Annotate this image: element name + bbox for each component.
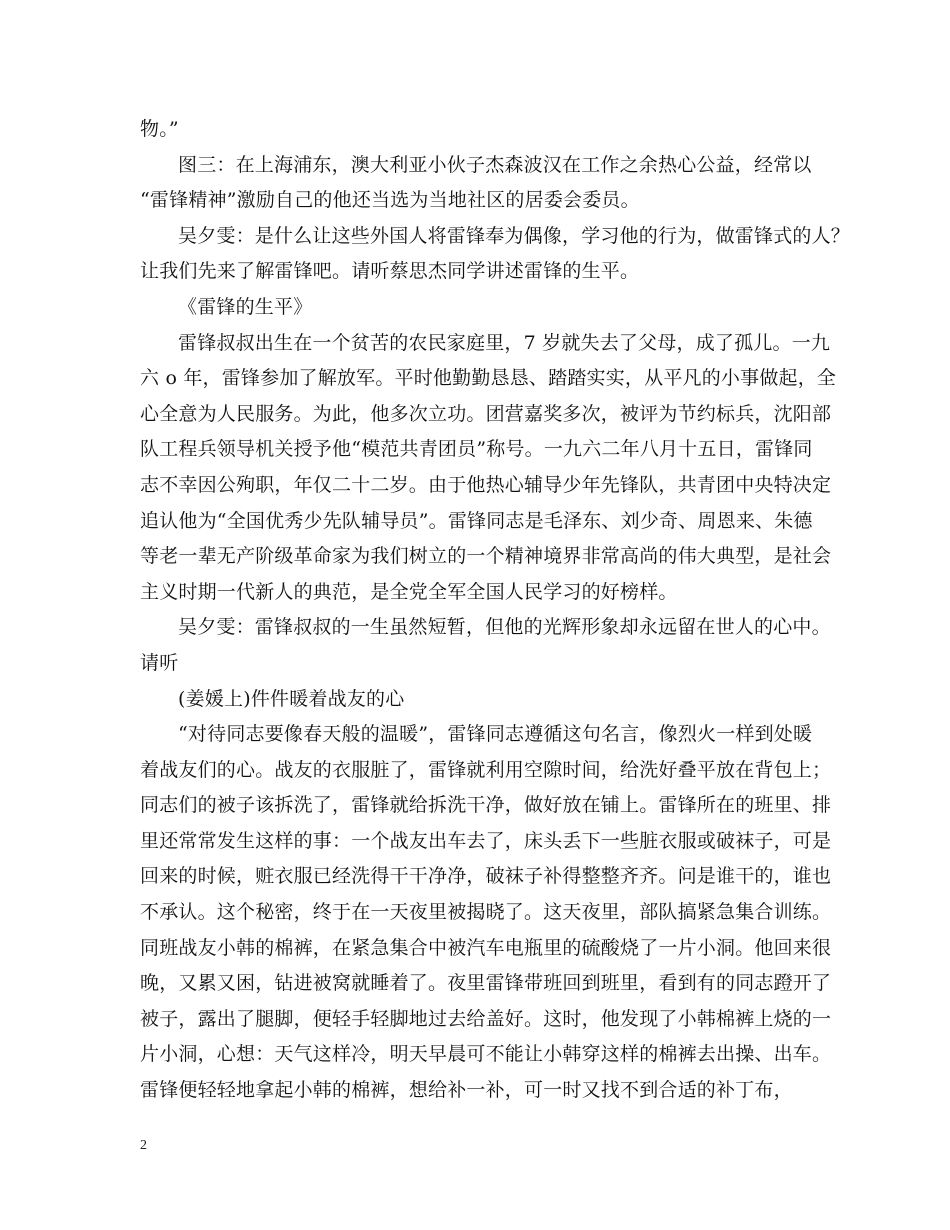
text-line: 不承认。这个秘密，终于在一天夜里被揭晓了。这天夜里，部队搞紧急集合训练。: [140, 901, 832, 924]
text-line: 片小洞，心想：天气这样冷，明天早晨可不能让小韩穿这样的棉裤去出操、出车。: [140, 1043, 832, 1066]
text-line: 主义时期一代新人的典范，是全党全军全国人民学习的好榜样。: [140, 580, 678, 603]
text-line: 同班战友小韩的棉裤，在紧急集合中被汽车电瓶里的硫酸烧了一片小洞。他回来很: [140, 936, 832, 959]
text-line: 图三：在上海浦东，澳大利亚小伙子杰森波汉在工作之余热心公益，经常以: [178, 153, 812, 176]
text-line: 《雷锋的生平》: [178, 295, 313, 318]
text-line: 回来的时候，赃衣服已经洗得干干净净，破袜子补得整整齐齐。问是谁干的，谁也: [140, 865, 832, 888]
text-line: 晚，又累又困，钻进被窝就睡着了。夜里雷锋带班回到班里，看到有的同志蹬开了: [140, 972, 832, 995]
text-line: 让我们先来了解雷锋吧。请听蔡思杰同学讲述雷锋的生平。: [140, 260, 640, 283]
text-line: 心全意为人民服务。为此，他多次立功。团营嘉奖多次，被评为节约标兵，沈阳部: [140, 402, 832, 425]
text-line: 志不幸因公殉职，年仅二十二岁。由于他热心辅导少年先锋队，共青团中央特决定: [140, 473, 832, 496]
text-line: 等老一辈无产阶级革命家为我们树立的一个精神境界非常高尚的伟大典型，是社会: [140, 545, 832, 568]
text-line: 同志们的被子该拆洗了，雷锋就给拆洗干净，做好放在铺上。雷锋所在的班里、排: [140, 794, 832, 817]
text-line: 被子，露出了腿脚，便轻手轻脚地过去给盖好。这时，他发现了小韩棉裤上烧的一: [140, 1007, 832, 1030]
text-line: 六 o 年，雷锋参加了解放军。平时他勤勤恳恳、踏踏实实，从平凡的小事做起，全: [140, 367, 837, 390]
text-line: 着战友们的心。战友的衣服脏了，雷锋就利用空隙时间，给洗好叠平放在背包上；: [140, 758, 832, 781]
text-line: 物。”: [140, 118, 179, 140]
text-line: 队工程兵领导机关授予他“模范共青团员”称号。一九六二年八月十五日，雷锋同: [140, 438, 813, 461]
text-line: 追认他为“全国优秀少先队辅导员”。雷锋同志是毛泽东、刘少奇、周恩来、朱德: [140, 509, 813, 532]
text-line: 吴夕雯：是什么让这些外国人将雷锋奉为偶像，学习他的行为，做雷锋式的人？: [178, 224, 851, 247]
page-number: 2: [140, 1138, 147, 1153]
text-line: 请听: [140, 651, 179, 674]
text-line: “雷锋精神”激励自己的他还当选为当地社区的居委会委员。: [140, 189, 640, 212]
text-line: 雷锋叔叔出生在一个贫苦的农民家庭里，7 岁就失去了父母，成了孤儿。一九: [178, 331, 831, 354]
text-line: 里还常常发生这样的事：一个战友出车去了，床头丢下一些脏衣服或破袜子，可是: [140, 829, 832, 852]
text-line: 雷锋便轻轻地拿起小韩的棉裤，想给补一补，可一时又找不到合适的补丁布，: [140, 1079, 793, 1102]
document-body: [140, 112, 851, 1109]
text-line: “对待同志要像春天般的温暖”，雷锋同志遵循这句名言，像烈火一样到处暖: [178, 723, 813, 746]
text-line: 吴夕雯：雷锋叔叔的一生虽然短暂，但他的光辉形象却永远留在世人的心中。: [178, 616, 831, 639]
text-line: (姜媛上)件件暖着战友的心: [178, 687, 405, 710]
